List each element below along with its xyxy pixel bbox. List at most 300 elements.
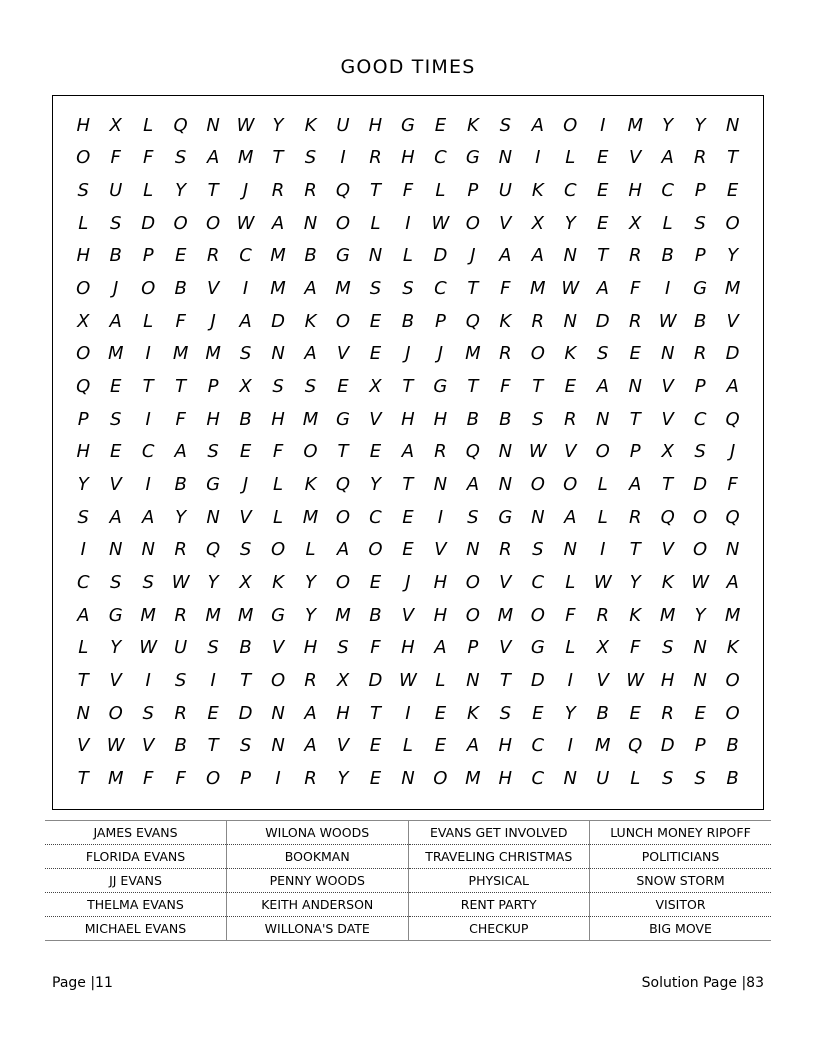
grid-letter: F xyxy=(175,408,186,430)
grid-letter: T xyxy=(499,670,511,692)
grid-row xyxy=(67,149,749,167)
grid-letter: J xyxy=(242,180,249,202)
grid-letter: S xyxy=(499,114,512,136)
grid-letter: A xyxy=(596,376,609,398)
grid-letter: S xyxy=(109,212,122,234)
grid-letter: B xyxy=(726,735,739,757)
grid-letter: M xyxy=(594,735,611,757)
word-list-item: TRAVELING CHRISTMAS xyxy=(408,845,590,869)
word-list-item: PENNY WOODS xyxy=(227,869,409,893)
grid-letter: K xyxy=(304,474,317,496)
grid-letter: N xyxy=(401,768,415,790)
grid-letter: F xyxy=(630,637,641,659)
grid-letter: W xyxy=(139,637,158,659)
grid-letter: R xyxy=(434,441,447,463)
grid-letter: F xyxy=(565,604,576,626)
grid-letter: L xyxy=(78,212,89,234)
grid-letter: V xyxy=(142,735,155,757)
grid-letter: Q xyxy=(725,506,740,528)
grid-letter: L xyxy=(630,768,641,790)
grid-letter: Q xyxy=(660,506,675,528)
grid-letter: K xyxy=(531,180,544,202)
grid-letter: F xyxy=(370,637,381,659)
grid-letter: F xyxy=(727,474,738,496)
grid-letter: H xyxy=(401,637,415,659)
grid-letter: E xyxy=(110,376,122,398)
grid-letter: A xyxy=(271,212,285,234)
grid-letter: I xyxy=(275,768,281,790)
grid-letter: S xyxy=(77,180,89,202)
word-list-row xyxy=(45,821,771,845)
grid-letter: X xyxy=(629,212,642,234)
grid-letter: O xyxy=(335,212,351,234)
grid-letter: A xyxy=(401,441,415,463)
grid-letter: R xyxy=(499,539,512,561)
page-title: GOOD TIMES xyxy=(340,56,476,78)
grid-letter: R xyxy=(206,245,220,267)
grid-letter: T xyxy=(77,670,89,692)
grid-letter: S xyxy=(239,735,252,757)
grid-letter: A xyxy=(304,343,317,365)
grid-letter: C xyxy=(369,506,382,528)
grid-letter: P xyxy=(629,441,641,463)
grid-letter: V xyxy=(271,637,285,659)
word-list-item: JJ EVANS xyxy=(45,869,227,893)
grid-letter: A xyxy=(564,506,577,528)
grid-letter: U xyxy=(596,768,610,790)
grid-letter: A xyxy=(434,637,447,659)
grid-letter: B xyxy=(596,702,609,724)
grid-letter: Y xyxy=(175,180,187,202)
grid-letter: Q xyxy=(465,310,480,332)
grid-letter: O xyxy=(725,212,740,234)
grid-letter: O xyxy=(563,474,578,496)
grid-letter: X xyxy=(596,637,609,659)
grid-letter: I xyxy=(405,212,411,234)
grid-letter: L xyxy=(143,114,154,136)
grid-letter: N xyxy=(498,441,513,463)
grid-letter: A xyxy=(531,114,544,136)
grid-letter: H xyxy=(336,702,350,724)
grid-letter: E xyxy=(369,572,382,594)
grid-letter: E xyxy=(564,376,576,398)
grid-letter: T xyxy=(77,768,89,790)
grid-letter: W xyxy=(593,572,612,594)
grid-letter: O xyxy=(335,572,351,594)
grid-letter: N xyxy=(693,670,707,692)
grid-letter: V xyxy=(596,670,609,692)
grid-letter: T xyxy=(402,376,414,398)
grid-letter: E xyxy=(174,245,187,267)
grid-letter: B xyxy=(174,735,187,757)
grid-letter: E xyxy=(629,702,641,724)
grid-letter: M xyxy=(237,147,254,169)
grid-letter: C xyxy=(239,245,252,267)
grid-letter: G xyxy=(336,245,350,267)
grid-letter: S xyxy=(207,637,219,659)
grid-letter: H xyxy=(401,408,415,430)
grid-letter: E xyxy=(369,310,382,332)
grid-letter: E xyxy=(402,506,414,528)
grid-letter: C xyxy=(76,572,90,594)
grid-letter: A xyxy=(239,310,252,332)
grid-letter: D xyxy=(271,310,285,332)
grid-letter: L xyxy=(597,474,608,496)
grid-letter: R xyxy=(174,702,187,724)
grid-letter: T xyxy=(597,245,609,267)
grid-letter: H xyxy=(433,408,448,430)
grid-letter: S xyxy=(661,637,674,659)
grid-letter: D xyxy=(530,670,545,692)
footer-solution-page: Solution Page |83 xyxy=(641,975,764,991)
grid-letter: V xyxy=(434,539,447,561)
grid-letter: N xyxy=(596,408,610,430)
grid-letter: O xyxy=(303,441,318,463)
grid-letter: S xyxy=(337,637,349,659)
grid-letter: T xyxy=(629,408,641,430)
grid-letter: S xyxy=(532,408,544,430)
word-list-item: JAMES EVANS xyxy=(45,821,227,845)
grid-letter: M xyxy=(172,343,189,365)
grid-letter: O xyxy=(433,768,448,790)
grid-letter: N xyxy=(206,506,220,528)
grid-letter: O xyxy=(725,670,740,692)
grid-letter: R xyxy=(174,604,187,626)
grid-letter: E xyxy=(434,702,447,724)
grid-row xyxy=(67,280,749,298)
grid-letter: H xyxy=(433,572,448,594)
grid-letter: E xyxy=(337,376,349,398)
grid-letter: M xyxy=(302,506,319,528)
grid-letter: O xyxy=(76,343,91,365)
grid-letter: O xyxy=(173,212,188,234)
grid-letter: F xyxy=(142,768,154,790)
grid-letter: M xyxy=(205,343,221,365)
grid-letter: I xyxy=(80,539,86,561)
grid-letter: X xyxy=(239,572,252,594)
grid-letter: C xyxy=(531,572,545,594)
grid-letter: A xyxy=(142,506,155,528)
grid-letter: H xyxy=(401,147,415,169)
grid-letter: T xyxy=(727,147,739,169)
grid-letter: Y xyxy=(175,506,187,528)
grid-letter: E xyxy=(402,539,414,561)
grid-letter: G xyxy=(433,376,448,398)
grid-letter: N xyxy=(498,147,513,169)
grid-letter: I xyxy=(535,147,541,169)
grid-letter: A xyxy=(499,245,512,267)
grid-letter: C xyxy=(661,180,674,202)
grid-letter: T xyxy=(467,278,479,300)
grid-letter: Q xyxy=(725,408,740,430)
grid-letter: S xyxy=(467,506,479,528)
grid-letter: R xyxy=(693,343,707,365)
grid-letter: L xyxy=(143,180,154,202)
grid-letter: A xyxy=(109,506,122,528)
grid-letter: R xyxy=(564,408,577,430)
grid-letter: P xyxy=(434,310,446,332)
grid-letter: V xyxy=(336,343,350,365)
word-list-item: BIG MOVE xyxy=(590,917,772,941)
grid-letter: N xyxy=(466,670,480,692)
grid-letter: I xyxy=(242,278,249,300)
grid-letter: Y xyxy=(207,572,219,594)
grid-letter: J xyxy=(405,572,411,594)
grid-letter: L xyxy=(597,506,608,528)
grid-letter: P xyxy=(207,376,219,398)
grid-letter: P xyxy=(467,180,479,202)
grid-letter: Y xyxy=(662,114,674,136)
grid-letter: A xyxy=(466,474,480,496)
grid-letter: S xyxy=(499,702,512,724)
grid-letter: M xyxy=(107,768,124,790)
grid-letter: V xyxy=(661,408,674,430)
grid-letter: P xyxy=(694,245,706,267)
grid-letter: E xyxy=(597,212,609,234)
grid-letter: N xyxy=(206,114,220,136)
grid-letter: I xyxy=(567,735,573,757)
grid-letter: I xyxy=(405,702,411,724)
grid-letter: B xyxy=(693,310,707,332)
grid-letter: K xyxy=(466,702,479,724)
grid-letter: Y xyxy=(564,702,576,724)
grid-letter: J xyxy=(405,343,411,365)
grid-letter: G xyxy=(400,114,415,136)
grid-letter: D xyxy=(433,245,448,267)
grid-letter: K xyxy=(304,310,317,332)
grid-letter: E xyxy=(434,114,447,136)
grid-letter: Q xyxy=(335,474,351,496)
grid-letter: E xyxy=(369,735,382,757)
grid-letter: N xyxy=(498,474,513,496)
grid-letter: O xyxy=(693,506,708,528)
grid-letter: U xyxy=(498,180,512,202)
grid-letter: W xyxy=(626,670,645,692)
grid-letter: L xyxy=(143,310,154,332)
grid-letter: I xyxy=(145,474,151,496)
grid-letter: W xyxy=(171,572,190,594)
grid-letter: H xyxy=(76,245,90,267)
grid-letter: P xyxy=(694,376,706,398)
grid-letter: H xyxy=(433,604,448,626)
grid-letter: R xyxy=(531,310,545,332)
word-list-item: WILLONA'S DATE xyxy=(227,917,409,941)
grid-letter: N xyxy=(563,310,577,332)
grid-row xyxy=(67,541,749,559)
word-list-item: POLITICIANS xyxy=(590,845,772,869)
grid-letter: B xyxy=(401,310,415,332)
grid-letter: L xyxy=(565,572,576,594)
grid-letter: N xyxy=(660,343,675,365)
grid-letter: R xyxy=(628,245,642,267)
grid-letter: T xyxy=(402,474,414,496)
grid-letter: N xyxy=(563,539,577,561)
grid-letter: R xyxy=(369,147,382,169)
grid-letter: P xyxy=(142,245,154,267)
grid-letter: C xyxy=(531,735,545,757)
grid-letter: V xyxy=(336,735,350,757)
grid-letter: O xyxy=(335,310,351,332)
grid-letter: N xyxy=(271,735,285,757)
grid-letter: M xyxy=(205,604,221,626)
grid-letter: A xyxy=(304,735,317,757)
grid-letter: I xyxy=(567,670,573,692)
grid-letter: D xyxy=(693,474,708,496)
grid-letter: C xyxy=(434,147,447,169)
grid-letter: Y xyxy=(305,572,317,594)
grid-letter: V xyxy=(726,310,739,332)
grid-row xyxy=(67,378,749,396)
grid-letter: R xyxy=(174,539,187,561)
grid-letter: S xyxy=(109,408,122,430)
word-list-row xyxy=(45,845,771,869)
grid-letter: W xyxy=(236,114,255,136)
grid-letter: W xyxy=(528,441,547,463)
grid-letter: X xyxy=(336,670,350,692)
grid-letter: E xyxy=(694,702,706,724)
grid-letter: T xyxy=(532,376,544,398)
grid-letter: S xyxy=(239,343,252,365)
word-list-row xyxy=(45,917,771,941)
grid-letter: G xyxy=(271,604,286,626)
grid-letter: H xyxy=(368,114,383,136)
grid-letter: V xyxy=(369,408,382,430)
grid-letter: O xyxy=(206,768,221,790)
grid-letter: E xyxy=(597,147,609,169)
grid-letter: I xyxy=(600,114,606,136)
grid-letter: N xyxy=(433,474,448,496)
grid-letter: P xyxy=(240,768,251,790)
grid-letter: S xyxy=(77,506,89,528)
grid-letter: O xyxy=(76,278,91,300)
grid-row xyxy=(67,476,749,494)
grid-letter: O xyxy=(530,474,545,496)
grid-letter: X xyxy=(369,376,382,398)
grid-letter: B xyxy=(369,604,382,626)
grid-letter: K xyxy=(726,637,739,659)
grid-letter: T xyxy=(467,376,479,398)
grid-letter: L xyxy=(370,212,381,234)
grid-letter: L xyxy=(273,474,284,496)
word-list-item: VISITOR xyxy=(590,893,772,917)
grid-letter: O xyxy=(368,539,383,561)
grid-letter: D xyxy=(238,702,253,724)
grid-letter: S xyxy=(174,670,187,692)
grid-letter: N xyxy=(628,376,642,398)
word-list-row xyxy=(45,869,771,893)
grid-letter: B xyxy=(304,245,317,267)
grid-letter: D xyxy=(141,212,156,234)
grid-row xyxy=(67,443,749,461)
word-list-item: CHECKUP xyxy=(408,917,590,941)
word-list-body xyxy=(45,821,771,941)
footer-page-number: Page |11 xyxy=(52,975,113,991)
grid-letter: Y xyxy=(694,604,706,626)
grid-letter: D xyxy=(595,310,610,332)
grid-letter: N xyxy=(141,539,155,561)
grid-letter: B xyxy=(726,768,739,790)
grid-row xyxy=(67,114,749,136)
grid-letter: N xyxy=(693,637,707,659)
grid-letter: I xyxy=(665,278,671,300)
grid-letter: K xyxy=(499,310,512,332)
grid-letter: I xyxy=(340,147,346,169)
grid-letter: A xyxy=(531,245,544,267)
word-list-item: PHYSICAL xyxy=(408,869,590,893)
grid-letter: D xyxy=(725,343,740,365)
grid-letter: A xyxy=(109,310,122,332)
grid-letter: K xyxy=(564,343,577,365)
grid-letter: P xyxy=(467,637,479,659)
grid-letter: P xyxy=(694,735,706,757)
grid-letter: E xyxy=(207,702,219,724)
grid-letter: M xyxy=(497,604,514,626)
grid-letter: S xyxy=(304,147,317,169)
grid-letter: M xyxy=(335,278,351,300)
grid-letter: L xyxy=(273,506,284,528)
grid-letter: T xyxy=(629,539,641,561)
grid-letter: B xyxy=(239,637,252,659)
word-list-item: EVANS GET INVOLVED xyxy=(408,821,590,845)
grid-letter: O xyxy=(108,702,123,724)
grid-letter: N xyxy=(108,539,123,561)
grid-letter: Q xyxy=(206,539,221,561)
grid-letter: F xyxy=(500,278,511,300)
grid-letter: G xyxy=(206,474,221,496)
grid-letter: X xyxy=(531,212,544,234)
grid-letter: Y xyxy=(77,474,89,496)
grid-letter: M xyxy=(302,408,319,430)
grid-letter: T xyxy=(207,735,219,757)
grid-letter: N xyxy=(271,343,285,365)
grid-letter: J xyxy=(729,441,736,463)
grid-letter: K xyxy=(661,572,674,594)
grid-letter: K xyxy=(466,114,479,136)
grid-letter: N xyxy=(271,702,285,724)
grid-letter: M xyxy=(724,278,741,300)
grid-letter: R xyxy=(661,702,674,724)
grid-letter: I xyxy=(210,670,216,692)
grid-letter: M xyxy=(107,343,124,365)
grid-row xyxy=(67,639,749,657)
grid-letter: T xyxy=(337,441,349,463)
grid-letter: O xyxy=(465,212,480,234)
grid-letter: O xyxy=(465,572,480,594)
grid-letter: F xyxy=(175,310,186,332)
grid-letter: Y xyxy=(272,114,284,136)
grid-letter: O xyxy=(141,278,156,300)
grid-letter: T xyxy=(175,376,187,398)
grid-letter: C xyxy=(141,441,155,463)
word-list-item: MICHAEL EVANS xyxy=(45,917,227,941)
grid-letter: R xyxy=(304,670,317,692)
grid-letter: W xyxy=(658,310,677,332)
page-footer xyxy=(52,975,764,991)
grid-letter: E xyxy=(597,180,609,202)
grid-letter: R xyxy=(271,180,285,202)
grid-letter: H xyxy=(628,180,642,202)
grid-letter: C xyxy=(531,768,545,790)
grid-letter: A xyxy=(726,376,739,398)
grid-letter: E xyxy=(369,441,382,463)
grid-letter: Q xyxy=(465,441,480,463)
grid-letter: Y xyxy=(629,572,641,594)
grid-row xyxy=(67,247,749,265)
grid-letter: S xyxy=(694,212,706,234)
grid-letter: S xyxy=(272,376,284,398)
grid-letter: Q xyxy=(628,735,643,757)
grid-letter: O xyxy=(270,539,286,561)
